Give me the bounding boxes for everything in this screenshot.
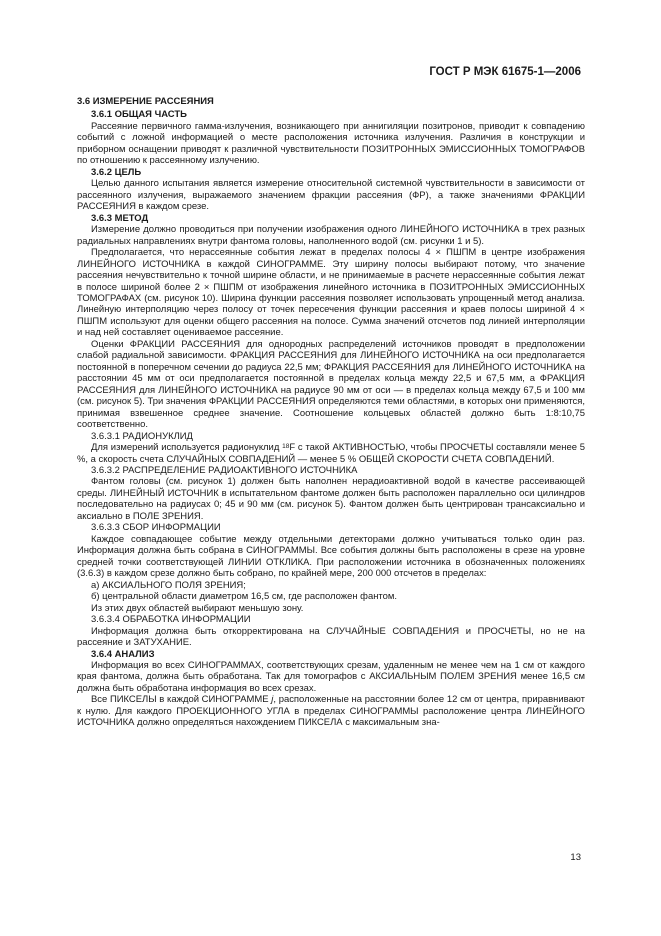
paragraph: Информация должна быть откорректирована на СЛУЧАЙНЫЕ СОВПАДЕНИЯ и ПРОСЧЕТЫ, но не на рассеяние и ЗАТУХАНИЕ. — [77, 625, 585, 649]
paragraph-text: Для измерений используется радионуклид — [91, 442, 283, 454]
list-item: б) центральной области диаметром 16,5 см, где расположен фантом. — [91, 591, 397, 603]
isotope-mass-number: 18 — [282, 443, 290, 451]
paragraph: Рассеяние первичного гамма-излучения, возникающего при аннигиляции позитронов, приводит к совпадению событий с ложной информацией о месте расположения источника излучения. Различия в конструкции и приборном оснащении приводят к различной чувствительности ПОЗИТРОННЫХ ЭМИССИОННЫХ ТОМОГРАФОВ по отношению к рассеянному излучению. — [77, 120, 585, 167]
paragraph: Информация во всех СИНОГРАММАХ, соответствующих срезам, удаленным не менее чем на 1 см от каждого края фантома, должна быть обработана. Так для томографов с АКСИАЛЬНЫМ ПОЛЕМ ЗРЕНИЯ менее 16,5 см должна быть обработана информация во всех срезах. — [77, 659, 585, 694]
subsubsection-heading: 3.6.3.4 ОБРАБОТКА ИНФОРМАЦИИ — [91, 614, 251, 626]
document-body — [77, 94, 585, 729]
subsubsection-heading: 3.6.3.1 РАДИОНУКЛИД — [91, 430, 193, 442]
math-variable: j — [271, 694, 274, 706]
paragraph: Оценки ФРАКЦИИ РАССЕЯНИЯ для однородных распределений источников проводят в предположении слабой радиальной зависимости. ФРАКЦИЯ РАССЕЯНИЯ для ЛИНЕЙНОГО ИСТОЧНИКА на оси предполагается постоянной в поперечном сечении до радиуса 22,5 мм; ФРАКЦИЯ РАССЕЯНИЯ для ЛИНЕЙНОГО ИСТОЧНИКА на расстоянии 45 мм от оси предполагается постоянной в пределах кольца между 22,5 и 67,5 мм, а ФРАКЦИЯ РАССЕЯНИЯ для ЛИНЕЙНОГО ИСТОЧНИКА на радиусе 90 мм от оси — в пределах кольца между 67,5 и 100 мм (см. рисунок 5). Три значения ФРАКЦИИ РАССЕЯНИЯ определяются теми областями, в которых они применяются, принимая взвешенное среднее значение. Соотношение кольцевых областей должно быть 1:8:10,75 соответственно. — [77, 338, 585, 431]
document-code-header: ГОСТ Р МЭК 61675-1—2006 — [429, 66, 581, 78]
subsubsection-heading: 3.6.3.2 РАСПРЕДЕЛЕНИЕ РАДИОАКТИВНОГО ИСТОЧНИКА — [91, 465, 358, 476]
paragraph-text: , расположенные на расстоянии более 12 см от центра, приравнивают к нулю. Для каждого ПРОЕКЦИОННОГО УГЛА в пределах СИНОГРАММЫ расположение центра ЛИНЕЙНОГО ИСТОЧНИКА должно определяться нахождением ПИКСЕЛА с максимальным зна- — [77, 694, 585, 729]
page-number: 13 — [570, 852, 581, 863]
subsection-heading: 3.6.4 АНАЛИЗ — [91, 648, 155, 660]
subsection-heading: 3.6.1 ОБЩАЯ ЧАСТЬ — [91, 109, 187, 121]
paragraph: Целью данного испытания является измерение относительной системной чувствительности в зависимости от рассеянного излучения, выражаемого значением фракции рассеяния (ФР), а также значениями ФРАКЦИИ РАССЕЯНИЯ в каждом срезе. — [77, 178, 585, 213]
section-heading: 3.6 ИЗМЕРЕНИЕ РАССЕЯНИЯ — [77, 96, 214, 107]
paragraph-text: Все ПИКСЕЛЫ в каждой СИНОГРАММЕ — [91, 694, 272, 706]
paragraph — [77, 694, 585, 728]
subsubsection-heading: 3.6.3.3 СБОР ИНФОРМАЦИИ — [91, 522, 221, 534]
paragraph — [77, 442, 585, 465]
paragraph-text: F с такой АКТИВНОСТЬЮ, чтобы ПРОСЧЕТЫ составляли менее 5 %, а скорость счета СЛУЧАЙНЫХ СОВПАДЕНИЙ — менее 5 % ОБЩЕЙ СКОРОСТИ СЧЕТА СОВПАДЕНИЙ. — [77, 442, 585, 465]
subsection-heading: 3.6.3 МЕТОД — [91, 212, 149, 224]
paragraph: Фантом головы (см. рисунок 1) должен быть наполнен нерадиоактивной водой в качестве рассеивающей среды. ЛИНЕЙНЫЙ ИСТОЧНИК в испытательном фантоме должен быть расположен параллельно оси цилиндров последовательно на радиусах 0; 45 и 90 мм (см. рисунок 5). Фантом должен быть центрирован трансаксиально и аксиально в ПОЛЕ ЗРЕНИЯ. — [77, 476, 585, 522]
list-item: Из этих двух областей выбирают меньшую зону. — [91, 602, 304, 614]
paragraph: Каждое совпадающее событие между отдельными детекторами должно учитываться только один раз. Информация должна быть собрана в СИНОГРАММЫ. Все события должны быть расположены в срезе на уровне средней точки соответствующей ЛИНИИ ОТКЛИКА. При расположении источника в обозначенных положениях (3.6.3) в каждом срезе должно быть собрано, по крайней мере, 200 000 отсчетов в пределах: — [77, 533, 585, 580]
list-item: а) АКСИАЛЬНОГО ПОЛЯ ЗРЕНИЯ; — [91, 579, 246, 591]
subsection-heading: 3.6.2 ЦЕЛЬ — [91, 166, 142, 178]
paragraph: Измерение должно проводиться при получении изображения одного ЛИНЕЙНОГО ИСТОЧНИКА в трех разных радиальных направлениях внутри фантома головы, наполненного водой (см. рисунки 1 и 5). — [77, 224, 585, 247]
paragraph: Предполагается, что нерассеянные события лежат в пределах полосы 4 × ПШПМ в центре изображения ЛИНЕЙНОГО ИСТОЧНИКА в каждой СИНОГРАММЕ. Эту ширину полосы выбирают потому, что значение рассеяния нечувствительно к точной ширине области, и не принимаемые в расчете нерассеянные события лежат в полосе шириной более 2 × ПШПМ от изображения линейного источника в ПОЗИТРОННЫХ ЭМИССИОННЫХ ТОМОГРАФАХ (см. рисунок 10). Ширина функции рассеяния позволяет использовать упрощенный метод анализа. Линейную интерполяцию через полосу от точек пересечения функции рассеяния и краев полосы шириной 4 × ПШПМ используют для оценки общего рассеяния на полосе. Сумма значений отсчетов под линией интерполяции и над ней составляет оцениваемое рассеяние. — [77, 247, 585, 339]
